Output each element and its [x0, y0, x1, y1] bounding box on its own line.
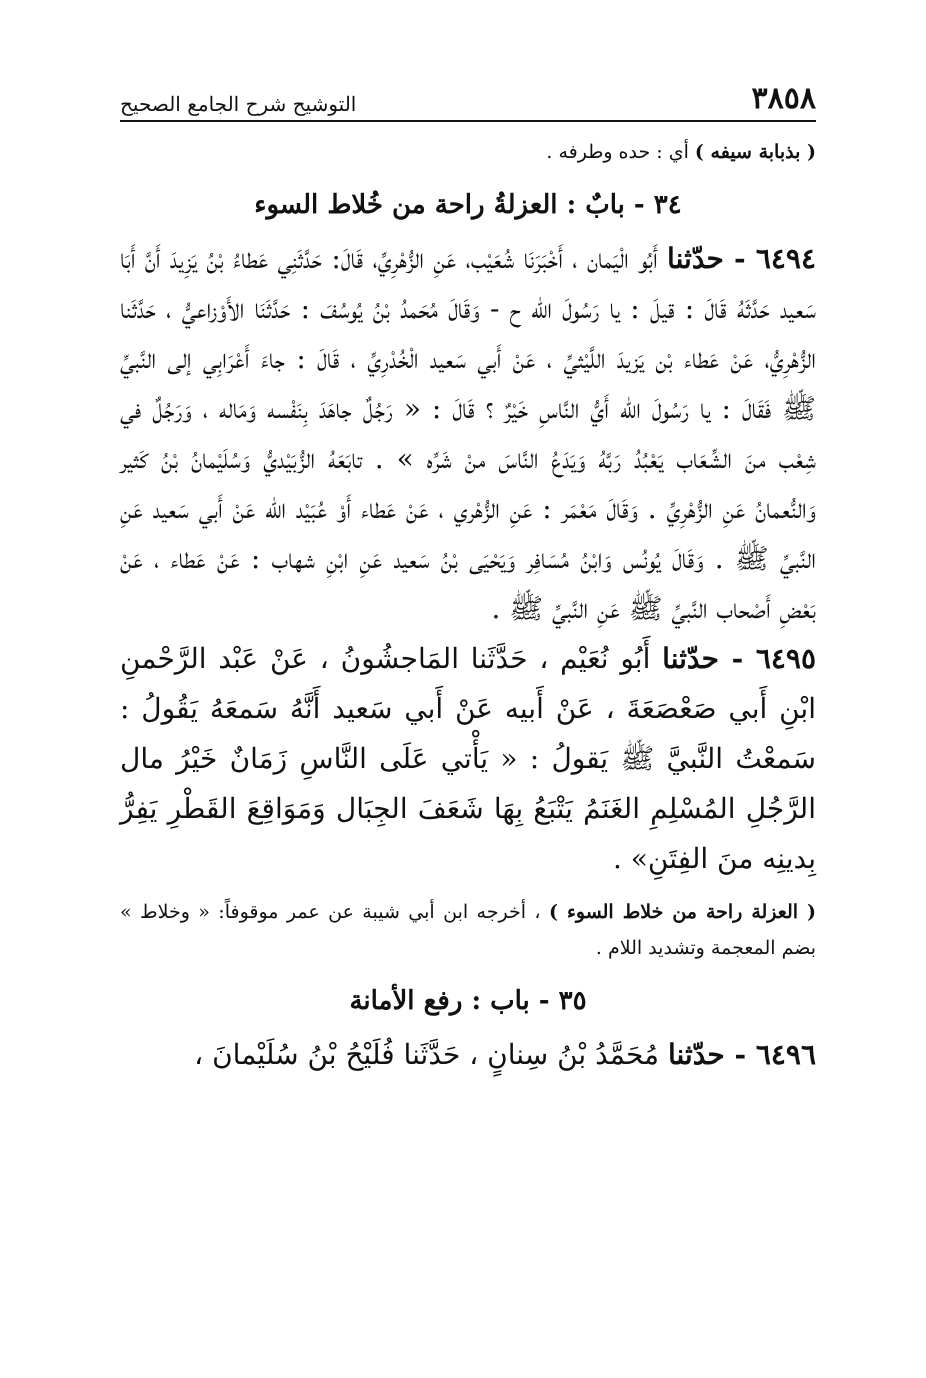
note-text: ، أخرجه ابن أبي شيبة عن عمر موقوفاً: « وخلاط » بضم المعجمة وتشديد اللام .: [120, 901, 816, 959]
hadith-6494: [120, 234, 816, 634]
running-header: [120, 72, 816, 122]
hadith-text: أَبُو الْيَمان ، أَخْبَرَنَا شُعَيْب، عَنِ الزُّهْرِيِّ، قَالَ: حَدَّثَنِي عَطاءُ بْنُ يَزِيدَ أَنَّ أَبَا سَعيد حَدَّثَهُ قَالَ : قيلَ : يا رَسُولَ الله ح - وَقَالَ مُحَمدُ بْنُ يُوسُفَ : حَدَّثَنَا الأَوْزاعيُّ ، حَدَّثَنا الزُّهْرِيُّ، عَنْ عَطاء بْن يَزيدَ اللَّيْثيِّ ، عَنْ أَبي سَعيد الْخُدْرِيِّ ، قَالَ : جاءَ أَعْرَابِي إلى النَّبيِّ ﷺ فَقَالَ : يا رَسُولَ الله أَيُّ النَّاسِ خَيْرٌ ؟ قَالَ : « رَجُلٌ جاهَدَ بِنَفْسه وَمَاله ، وَرَجُلٌ في شِعْب منَ الشِّعَاب يَعْبُدُ رَبَّهُ وَيَدَعُ النَّاسَ منْ شَرِّه » . تابَعَهُ الزُّبَيْديُّ وَسُلَيْمانُ بْنُ كَثير وَالنُّعمانُ عَنِ الزُّهْرِيِّ . وَقَالَ مَعْمَر : عَنِ الزُّهْري ، عَنْ عَطاء أَوْ عُبَيْد الله عَنْ أَبي سَعيد عَنِ النَّبيِّ ﷺ . وَقَالَ يُونُس وَابْنُ مُسَافِر وَيَحْيَى بْنُ سَعيد عَنِ ابْنِ شهاب : عَنْ عَطاء ، عَنْ بَعْضِ أَصْحاب النَّبيِّ ﷺ عَنِ النَّبيِّ ﷺ .: [120, 242, 817, 625]
book-title: التوشيح شرح الجامع الصحيح: [120, 92, 357, 116]
book-page: [120, 72, 816, 1080]
hadith-text: مُحَمَّدُ بْنُ سِنانٍ ، حَدَّثَنا فُلَيْحُ بْنُ سُلَيْمانَ ،: [194, 1038, 660, 1071]
hadith-number: ٦٤٩٦ - حدّثنا: [667, 1038, 816, 1071]
hadith-6496: [120, 1030, 816, 1080]
hadith-number: ٦٤٩٥ - حدّثنا: [662, 642, 816, 675]
hadith-6495: [120, 634, 816, 884]
chapter-heading-35: ٣٥ - باب : رفع الأمانة: [349, 986, 587, 1016]
commentary-note-bottom: [120, 894, 816, 966]
note-text: أي : حده وطرفه .: [546, 141, 689, 163]
page-number: ٣٨٥٨: [751, 81, 816, 116]
note-term: ( بذبابة سيفه ): [694, 141, 816, 163]
hadith-number: ٦٤٩٤ - حدّثنا: [667, 242, 816, 275]
chapter-heading-34: ٣٤ - بابٌ : العزلةُ راحة من خُلاط السوء: [254, 190, 682, 220]
hadith-text: أَبُو نُعَيْم ، حَدَّثَنا المَاجشُونُ ، عَنْ عَبْد الرَّحْمنِ ابْنِ أَبي صَعْصَعَةَ ، عَنْ أَبيه عَنْ أَبي سَعيد أَنَّهُ سَمعَهُ يَقُولُ : سَمعْتُ النَّبيَّ ﷺ يَقولُ : « يَأْتي عَلَى النَّاسِ زَمَانٌ خَيْرُ مال الرَّجُلِ المُسْلِمِ الغَنَمُ يَتْبَعُ بِهَا شَعَفَ الجِبَال وَمَوَاقِعَ القَطْرِ يَفِرُّ بِدينِه منَ الفِتَنِ» .: [120, 642, 816, 875]
commentary-note-top: [120, 134, 816, 170]
note-term: ( العزلة راحة من خلاط السوء ): [548, 901, 817, 923]
